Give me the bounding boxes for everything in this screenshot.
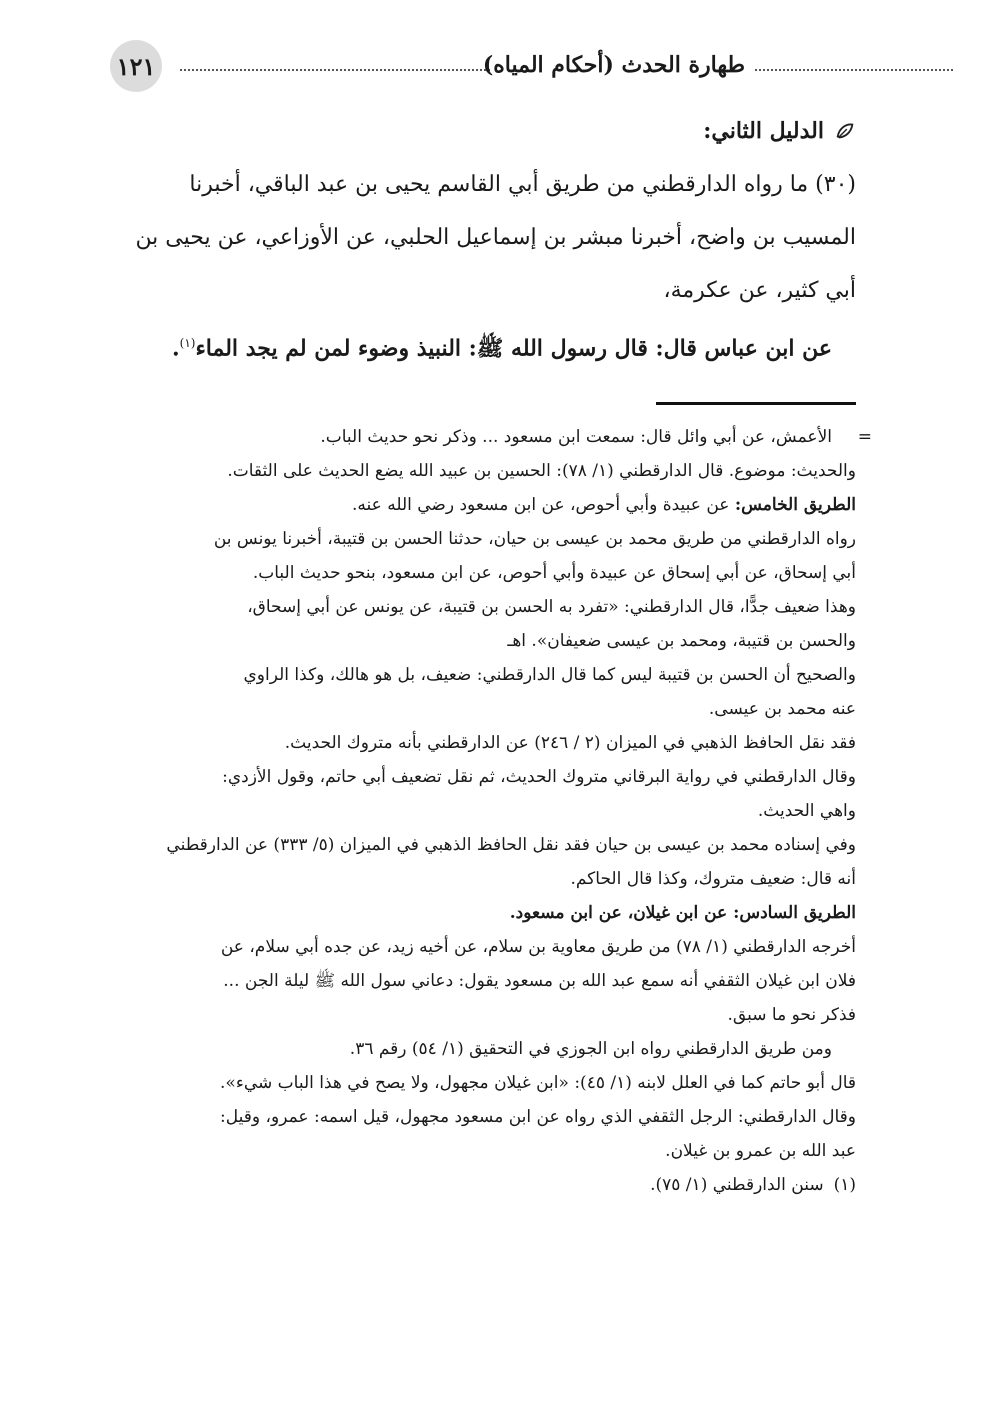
footnote-line: أبي إسحاق، عن أبي إسحاق عن عبيدة وأبي أحوص، عن ابن مسعود، بنحو حديث الباب.: [252, 563, 856, 583]
footnote-continuation: [118, 420, 872, 454]
footnote-line: أنه قال: ضعيف متروك، وكذا قال الحاكم.: [570, 869, 856, 889]
footnote-line: فقد نقل الحافظ الذهبي في الميزان (٢ / ٢٤٦) عن الدارقطني بأنه متروك الحديث.: [284, 733, 856, 753]
header-dotted-rule-right: [755, 69, 953, 71]
footnote-line: عنه محمد بن عيسى.: [708, 699, 856, 719]
footnote-line: والحسن بن قتيبة، ومحمد بن عيسى ضعيفان». اهـ: [507, 631, 856, 651]
narration-line: (٣٠) ما رواه الدارقطني من طريق أبي القاسم يحيى بن عبد الباقي، أخبرنا: [189, 172, 856, 197]
footnote-line: الأعمش، عن أبي وائل قال: سمعت ابن مسعود ... وذكر نحو حديث الباب.: [320, 427, 832, 447]
footnote-separator: [656, 402, 856, 405]
footnote-text: سنن الدارقطني (١/ ٧٥).: [650, 1175, 824, 1195]
section-heading-text: الدليل الثاني:: [703, 118, 824, 144]
route-heading: الطريق الخامس:: [734, 495, 856, 515]
footnote-ref[interactable]: (١): [179, 336, 196, 350]
hadith-text: [118, 317, 856, 375]
footnote-line: وهذا ضعيف جدًّا، قال الدارقطني: «تفرد به الحسن بن قتيبة، عن يونس عن أبي إسحاق،: [247, 597, 856, 617]
continuation-mark: =: [857, 427, 872, 447]
footnote-line: فلان ابن غيلان الثقفي أنه سمع عبد الله بن مسعود يقول: دعاني سول الله ﷺ ليلة الجن ...: [223, 971, 856, 991]
footnote-line: وقال الدارقطني في رواية البرقاني متروك الحديث، ثم نقل تضعيف أبي حاتم، وقول الأزدي:: [222, 767, 856, 787]
leaf-ornament-icon: [834, 120, 856, 142]
footnote-line: فذكر نحو ما سبق.: [727, 1005, 856, 1025]
running-title: طهارة الحدث (أحكام المياه): [482, 52, 745, 78]
main-text: [118, 118, 856, 375]
footnote-line: والصحيح أن الحسن بن قتيبة ليس كما قال الدارقطني: ضعيف، بل هو هالك، وكذا الراوي: [243, 665, 856, 685]
hadith-body: عن ابن عباس قال: قال رسول الله ﷺ: النبيذ وضوء لمن لم يجد الماء: [195, 335, 832, 362]
header-dotted-rule-left: [180, 69, 490, 71]
route-text: عن عبيدة وأبي أحوص، عن ابن مسعود رضي الله عنه.: [352, 495, 735, 515]
footnote-line: رواه الدارقطني من طريق محمد بن عيسى بن حيان، حدثنا الحسن بن قتيبة، أخبرنا يونس بن: [213, 529, 856, 549]
footnote-line: وقال الدارقطني: الرجل الثقفي الذي رواه عن ابن مسعود مجهول، قيل اسمه: عمرو، وقيل:: [220, 1107, 856, 1127]
narration-line: أبي كثير، عن عكرمة،: [663, 278, 856, 303]
footnote-line: قال أبو حاتم كما في العلل لابنه (١/ ٤٥): «ابن غيلان مجهول، ولا يصح في هذا الباب شيء».: [220, 1073, 856, 1093]
narration-line: المسيب بن واضح، أخبرنا مبشر بن إسماعيل الحلبي، عن الأوزاعي، عن يحيى بن: [135, 225, 856, 250]
footnote-line: أخرجه الدارقطني (١/ ٧٨) من طريق معاوية بن سلام، عن أخيه زيد، عن جده أبي سلام، عن: [220, 937, 856, 957]
footnote-line: ومن طريق الدارقطني رواه ابن الجوزي في التحقيق (١/ ٥٤) رقم ٣٦.: [349, 1039, 832, 1059]
route-heading: الطريق السادس: عن ابن غيلان، عن ابن مسعود.: [509, 903, 856, 923]
footnote-line: عبد الله بن عمرو بن غيلان.: [665, 1141, 856, 1161]
page-header: [110, 40, 850, 96]
footnote-line: [118, 896, 856, 930]
footnotes: [118, 420, 872, 1202]
footnote-line: وفي إسناده محمد بن عيسى بن حيان فقد نقل الحافظ الذهبي في الميزان (٥/ ٣٣٣) عن الدارقطني: [166, 835, 856, 855]
footnote-1: [118, 1168, 856, 1202]
page-number: ١٢١: [110, 40, 162, 92]
footnote-number: (١): [833, 1175, 856, 1195]
footnote-line: [118, 488, 856, 522]
footnote-line: والحديث: موضوع. قال الدارقطني (١/ ٧٨): الحسين بن عبيد الله يضع الحديث على الثقات.: [227, 461, 856, 481]
hadith-end: .: [171, 335, 180, 362]
section-heading: [118, 118, 856, 144]
footnote-line: واهي الحديث.: [757, 801, 856, 821]
